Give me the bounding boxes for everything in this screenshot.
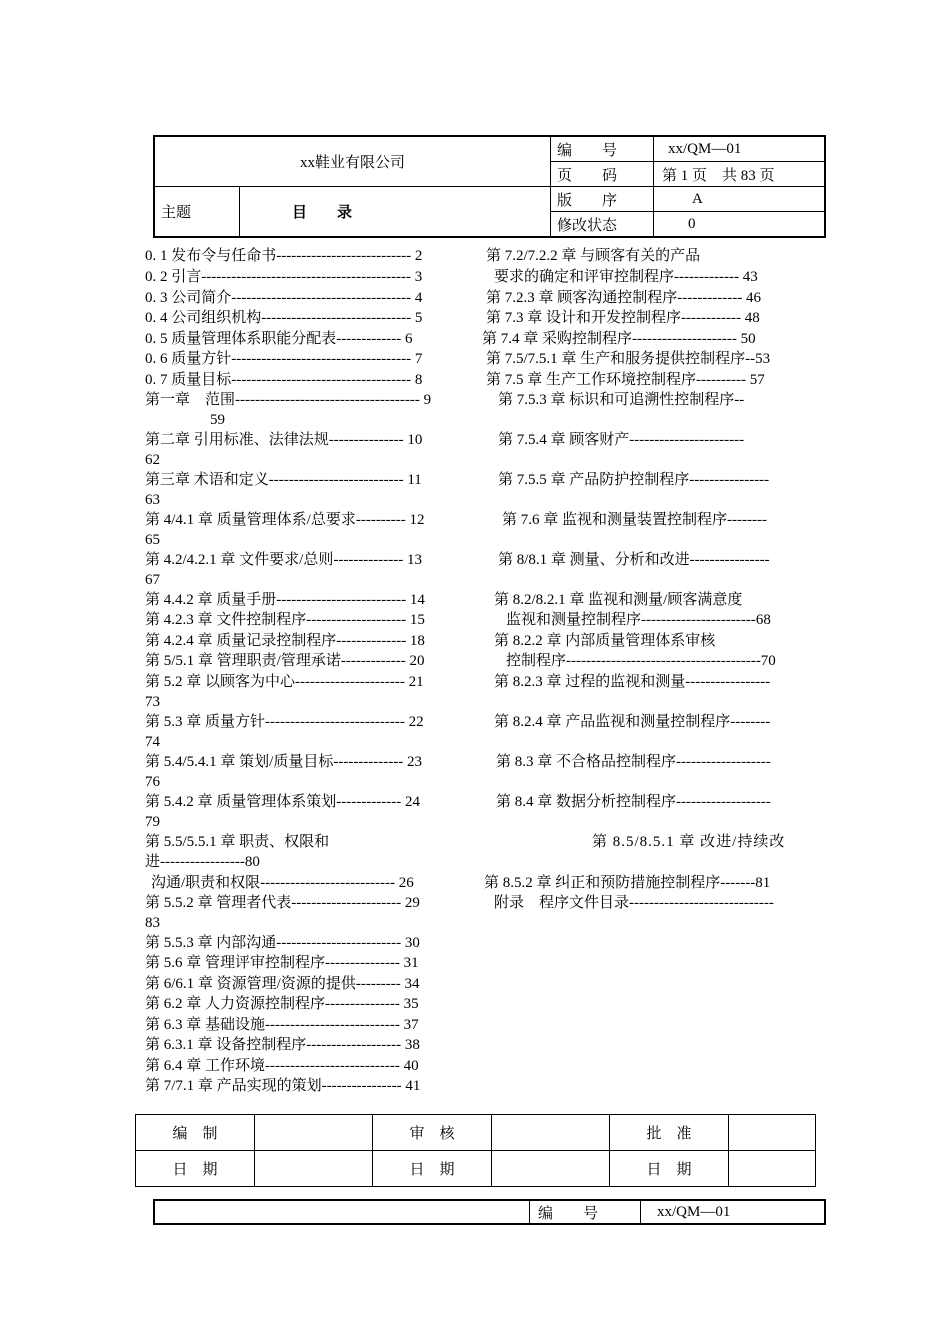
toc-right-line: 第 7.2/7.2.2 章 与顾客有关的产品 [486, 248, 701, 264]
doc-number-value: xx/QM—01 [654, 136, 826, 162]
version-label: 版 序 [551, 187, 654, 212]
toc-left-line: 第 5.4/5.4.1 章 策划/质量目标-------------- 23 [145, 754, 423, 770]
toc-left-line: 第 6.4 章 工作环境--------------------------- 40 [145, 1058, 419, 1074]
toc-left-line: 0. 2 引言------------------------------------------ 3 [145, 269, 423, 285]
toc-wrap-page: 76 [145, 774, 160, 790]
toc-left-line: 第 6.2 章 人力资源控制程序--------------- 35 [145, 996, 419, 1012]
toc-right-line: 第 8.5/8.5.1 章 改进/持续改 [592, 834, 786, 850]
toc-left-line: 第 7/7.1 章 产品实现的策划---------------- 41 [145, 1078, 421, 1094]
toc-right-line: 第 7.6 章 监视和测量装置控制程序-------- [502, 512, 767, 528]
toc-right-line: 第 8.3 章 不合格品控制程序------------------- [496, 754, 771, 770]
company-name: xx鞋业有限公司 [154, 136, 551, 187]
compiled-date-value[interactable] [255, 1151, 373, 1187]
toc-right-line: 第 7.5.3 章 标识和可追溯性控制程序-- [498, 392, 745, 408]
page-value: 第 1 页 共 83 页 [654, 162, 826, 187]
approved-date-value[interactable] [729, 1151, 816, 1187]
toc-left-line: 第 5.3 章 质量方针---------------------------- 22 [145, 714, 424, 730]
toc-right-line: 第 8.2.4 章 产品监视和测量控制程序-------- [494, 714, 771, 730]
reviewed-date-value[interactable] [492, 1151, 610, 1187]
toc-right-line: 要求的确定和评审控制程序------------- 43 [494, 269, 758, 285]
toc-right-line: 第 8/8.1 章 测量、分析和改进---------------- [498, 552, 770, 568]
toc-left-line: 第 4/4.1 章 质量管理体系/总要求---------- 12 [145, 512, 425, 528]
reviewed-by-label: 审 核 [373, 1115, 492, 1151]
toc-right-line: 第 8.4 章 数据分析控制程序------------------- [496, 794, 771, 810]
toc-wrap-page: 63 [145, 492, 160, 508]
version-value: A [654, 187, 826, 212]
reviewed-by-value[interactable] [492, 1115, 610, 1151]
compiled-by-value[interactable] [255, 1115, 373, 1151]
toc-right-line: 第 7.5.4 章 顾客财产----------------------- [498, 432, 745, 448]
approved-by-value[interactable] [729, 1115, 816, 1151]
toc-left-line: 第 6.3.1 章 设备控制程序------------------- 38 [145, 1037, 420, 1053]
toc-wrap-page: 67 [145, 572, 160, 588]
toc-wrap-page: 65 [145, 532, 160, 548]
toc-right-line: 附录 程序文件目录----------------------------- [494, 895, 774, 911]
compiled-date-label: 日 期 [136, 1151, 255, 1187]
compiled-by-label: 编 制 [136, 1115, 255, 1151]
toc-right-line: 第 7.5.5 章 产品防护控制程序---------------- [498, 472, 770, 488]
toc-right-line: 第 7.2.3 章 顾客沟通控制程序------------- 46 [486, 290, 761, 306]
toc-wrap-page: 79 [145, 814, 160, 830]
toc-right-line: 控制程序---------------------------------------70 [506, 653, 776, 669]
page-label: 页 码 [551, 162, 654, 187]
toc-left-line: 第 5.2 章 以顾客为中心---------------------- 21 [145, 674, 424, 690]
toc-left-line: 0. 1 发布令与任命书--------------------------- 2 [145, 248, 423, 264]
toc-left-line: 0. 3 公司简介------------------------------------ 4 [145, 290, 423, 306]
toc-left-line: 0. 7 质量目标------------------------------------ 8 [145, 372, 423, 388]
footer-table [153, 1199, 826, 1225]
approved-date-label: 日 期 [610, 1151, 729, 1187]
toc-left-line: 第 5.5.2 章 管理者代表---------------------- 29 [145, 895, 420, 911]
toc-left-line: 0. 5 质量管理体系职能分配表------------- 6 [145, 331, 413, 347]
toc-right-line: 监视和测量控制程序-----------------------68 [506, 612, 771, 628]
footer-number-label: 编 号 [530, 1200, 641, 1224]
toc-left-line: 第一章 范围------------------------------------- 9 [145, 392, 432, 408]
toc-left-line: 第二章 引用标准、法律法规--------------- 10 [145, 432, 423, 448]
toc-right-line: 第 8.5.2 章 纠正和预防措施控制程序-------81 [484, 875, 771, 891]
toc-wrap-page: 62 [145, 452, 160, 468]
toc-left-line: 第三章 术语和定义--------------------------- 11 [145, 472, 422, 488]
doc-number-label: 编 号 [551, 136, 654, 162]
toc-left-line: 第 5.5.3 章 内部沟通------------------------- 30 [145, 935, 420, 951]
toc-left-line: 第 6.3 章 基础设施--------------------------- 37 [145, 1017, 419, 1033]
toc-right-line: 第 8.2/8.2.1 章 监视和测量/顾客满意度 [494, 592, 743, 608]
toc-left-line: 0. 4 公司组织机构------------------------------ 5 [145, 310, 423, 326]
revision-status-label: 修改状态 [551, 212, 654, 238]
toc-wrap-page: 73 [145, 694, 160, 710]
toc-right-line: 第 7.4 章 采购控制程序--------------------- 50 [482, 331, 756, 347]
toc-left-line: 沟通/职责和权限--------------------------- 26 [151, 875, 414, 891]
toc-wrap-page: 74 [145, 734, 160, 750]
signoff-table [135, 1114, 816, 1187]
toc-right-line: 第 7.5/7.5.1 章 生产和服务提供控制程序--53 [486, 351, 771, 367]
toc-left-line: 第 4.2.4 章 质量记录控制程序-------------- 18 [145, 633, 425, 649]
toc-left-line: 第 5/5.1 章 管理职责/管理承诺------------- 20 [145, 653, 425, 669]
revision-status-value: 0 [654, 212, 826, 238]
reviewed-date-label: 日 期 [373, 1151, 492, 1187]
toc-wrap-line: 进-----------------80 [145, 854, 260, 870]
toc-left-line: 第 4.2.3 章 文件控制程序-------------------- 15 [145, 612, 425, 628]
toc-left-line: 第 5.6 章 管理评审控制程序--------------- 31 [145, 955, 419, 971]
toc-left-line: 第 5.4.2 章 质量管理体系策划------------- 24 [145, 794, 420, 810]
approved-by-label: 批 准 [610, 1115, 729, 1151]
toc-left-line: 0. 6 质量方针------------------------------------ 7 [145, 351, 423, 367]
toc-right-line: 第 8.2.3 章 过程的监视和测量----------------- [494, 674, 771, 690]
toc-right-line: 第 7.5 章 生产工作环境控制程序---------- 57 [486, 372, 765, 388]
toc-wrap-page: 59 [210, 412, 225, 428]
toc-left-line: 第 6/6.1 章 资源管理/资源的提供--------- 34 [145, 976, 420, 992]
footer-blank-cell [154, 1200, 530, 1224]
subject-label: 主题 [154, 187, 240, 238]
toc-right-line: 第 8.2.2 章 内部质量管理体系审核 [494, 633, 716, 649]
document-title: 目 录 [240, 187, 551, 238]
toc-right-line: 第 7.3 章 设计和开发控制程序------------ 48 [486, 310, 760, 326]
footer-number-value: xx/QM—01 [641, 1200, 826, 1224]
header-table [153, 135, 826, 238]
toc-wrap-page: 83 [145, 915, 160, 931]
toc-left-line: 第 4.2/4.2.1 章 文件要求/总则-------------- 13 [145, 552, 423, 568]
toc-left-line: 第 5.5/5.5.1 章 职责、权限和 [145, 834, 330, 850]
toc-left-line: 第 4.4.2 章 质量手册-------------------------- 14 [145, 592, 425, 608]
